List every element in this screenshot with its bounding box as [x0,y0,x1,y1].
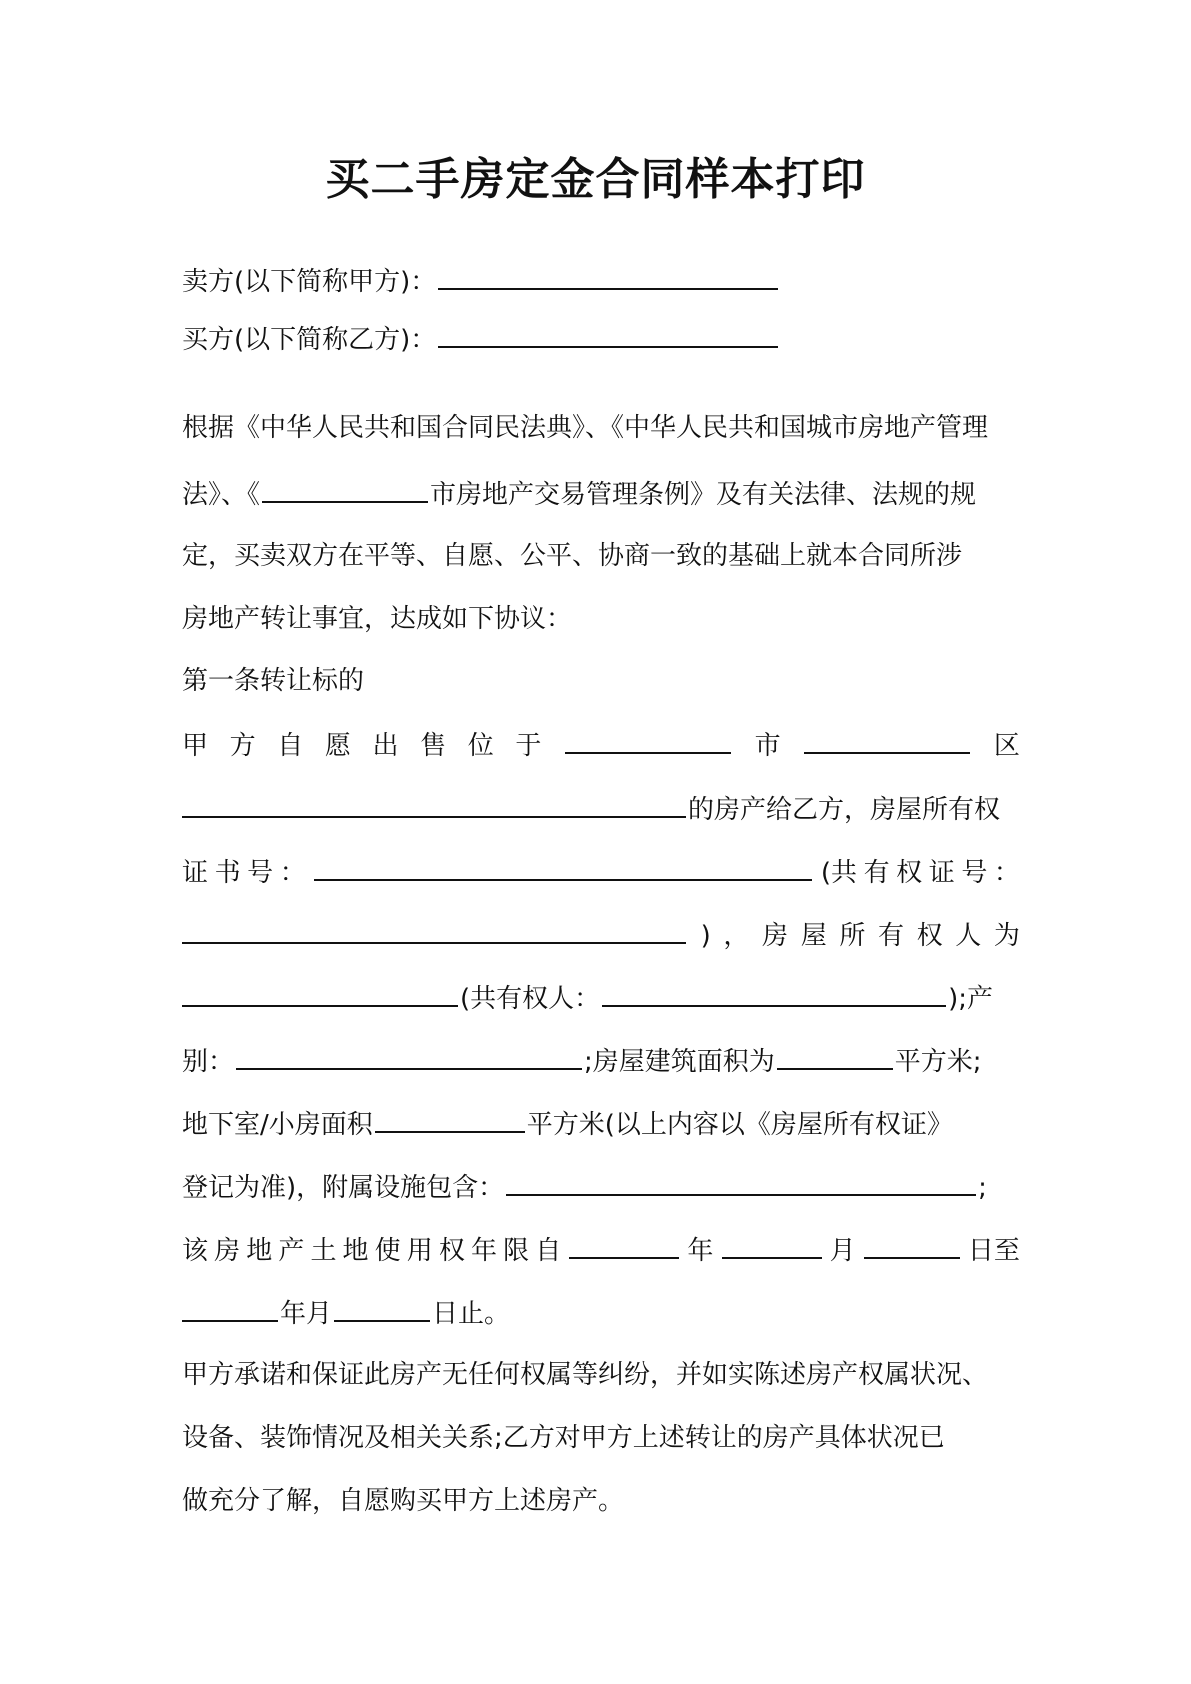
building-area-blank[interactable] [777,1038,893,1070]
co-cert-char: 有 [863,858,890,888]
seller-label: 卖方(以下简称甲方)： [182,267,437,297]
owner-char: 人 [955,921,982,951]
co-owner-label: (共有权人： [460,984,601,1014]
sqm-label: 平方米; [894,1047,982,1077]
land-char: 房 [214,1236,241,1266]
owner-char: ， [723,921,750,951]
city-blank[interactable] [565,722,731,754]
co-owner-blank[interactable] [602,975,946,1007]
owner-char: 房 [762,921,789,951]
owner-char: ) [700,921,711,951]
co-certificate-number-blank[interactable] [182,912,686,944]
co-cert-char: 权 [896,858,923,888]
city-label: 市 [754,731,781,761]
cert-char: 号 [247,858,274,888]
basement-area-blank[interactable] [375,1101,525,1133]
day-to-label: 日至 [967,1236,1020,1266]
para2-line-1: 甲方承诺和保证此房产无任何权属等纠纷，并如实陈述房产权属状况、 [182,1360,989,1390]
day-end-label: 日止。 [432,1299,511,1329]
seller-line [182,258,1020,302]
semicolon: ; [978,1173,987,1203]
certificate-number-blank[interactable] [314,849,812,881]
cert-char: ： [279,858,306,888]
start-month-blank[interactable] [722,1227,822,1259]
owner-char: 有 [877,921,904,951]
buyer-line [182,316,1020,360]
land-char: 土 [310,1236,337,1266]
loc-char: 售 [420,731,447,761]
record-label: 登记为准)，附属设施包含： [182,1173,505,1203]
loc-char: 方 [229,731,256,761]
area-label: ;房屋建筑面积为 [584,1047,775,1077]
buyer-label: 买方(以下简称乙方)： [182,325,437,355]
month-label: 月 [829,1236,856,1266]
document-title: 买二手房定金合同样本打印 [325,154,866,205]
end-day-blank[interactable] [334,1290,430,1322]
bie-label: 别： [182,1047,235,1077]
loc-char: 于 [515,731,542,761]
owner-line [182,912,1020,956]
loc-char: 甲 [182,731,209,761]
land-char: 自 [535,1236,562,1266]
article-1-heading: 第一条转让标的 [182,666,365,696]
owner-char: 所 [839,921,866,951]
land-char: 权 [438,1236,465,1266]
property-address-line [182,786,1020,830]
loc-char: 自 [277,731,304,761]
land-char: 年 [470,1236,497,1266]
co-cert-char: ： [993,858,1020,888]
property-type-blank[interactable] [236,1038,582,1070]
cert-char: 证 [182,858,209,888]
land-char: 用 [406,1236,433,1266]
owner-char: 权 [916,921,943,951]
buyer-name-blank[interactable] [438,316,778,348]
intro-line-4: 房地产转让事宜，达成如下协议： [182,604,573,634]
area-line [182,1038,1020,1082]
certificate-line [182,849,1020,893]
loc-char: 出 [372,731,399,761]
district-blank[interactable] [804,722,970,754]
intro-l2-suffix: 市房地产交易管理条例》及有关法律、法规的规 [430,480,977,510]
intro-line-2 [182,471,1020,515]
loc-char: 愿 [324,731,351,761]
intro-line-1: 根据《中华人民共和国合同民法典》、《中华人民共和国城市房地产管理 [182,413,989,443]
co-cert-char: 号 [961,858,988,888]
year-label: 年 [687,1236,714,1266]
property-to-label: 的房产给乙方，房屋所有权 [688,795,1001,825]
co-cert-char: (共 [820,858,858,888]
land-char: 产 [278,1236,305,1266]
owner-char: 屋 [800,921,827,951]
cert-char: 书 [214,858,241,888]
start-day-blank[interactable] [864,1227,960,1259]
district-label: 区 [993,731,1020,761]
owner-char: 为 [993,921,1020,951]
sqm-note-label: 平方米(以上内容以《房屋所有权证》 [526,1110,953,1140]
loc-char: 位 [467,731,494,761]
end-year-blank[interactable] [182,1290,278,1322]
intro-l2-prefix: 法》、《 [182,480,261,510]
para2-line-3: 做充分了解，自愿购买甲方上述房产。 [182,1486,625,1516]
land-char: 该 [182,1236,209,1266]
property-address-blank[interactable] [182,786,686,818]
regulation-city-blank[interactable] [262,471,428,503]
land-char: 地 [246,1236,273,1266]
owner-name-line [182,975,1020,1019]
chan-label: );产 [948,984,994,1014]
basement-label: 地下室/小房面积 [182,1110,373,1140]
location-line [182,722,1020,766]
land-term-line [182,1227,1020,1271]
intro-line-3: 定，买卖双方在平等、自愿、公平、协商一致的基础上就本合同所涉 [182,541,963,571]
year-month-label: 年月 [280,1299,333,1329]
co-cert-char: 证 [928,858,955,888]
facilities-line [182,1164,1020,1208]
end-date-line [182,1290,1020,1334]
seller-name-blank[interactable] [438,258,778,290]
para2-line-2: 设备、装饰情况及相关关系;乙方对甲方上述转让的房产具体状况已 [182,1423,945,1453]
start-year-blank[interactable] [569,1227,679,1259]
facilities-blank[interactable] [506,1164,976,1196]
land-char: 地 [342,1236,369,1266]
land-char: 使 [374,1236,401,1266]
land-char: 限 [503,1236,530,1266]
basement-line [182,1101,1020,1145]
owner-name-blank[interactable] [182,975,458,1007]
